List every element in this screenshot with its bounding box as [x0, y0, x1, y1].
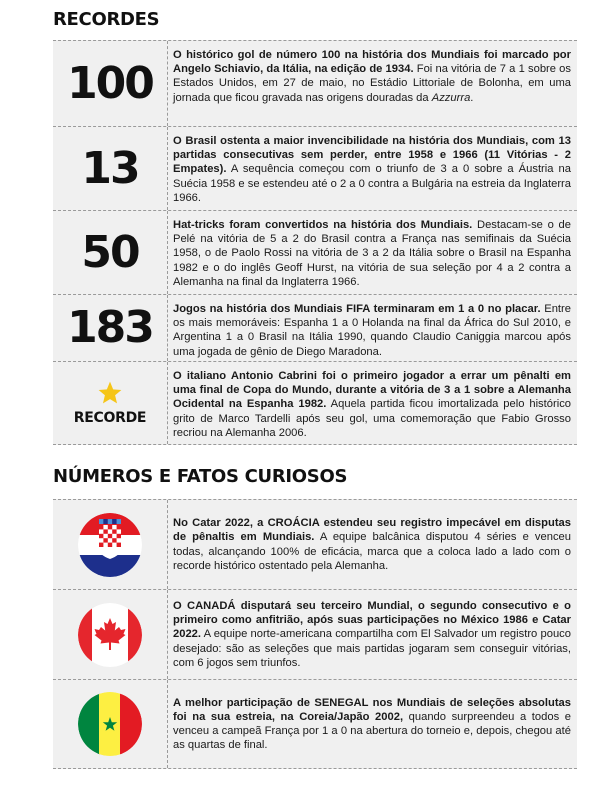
canada-flag: [78, 603, 142, 667]
facts-table: [53, 499, 577, 769]
record-body: Destacam-se o de Pelé na vitória de 5 a 2 do Brasil contra a França nas semifinais da Suécia 1958, o de Paolo Rossi na vitória de 3 a 2 da Itália sobre o Brasil na Espanha 1982 e o do inglês Geoff Hurst, na vitória de sua seleção por 4 a 2 contra a Alemanha na final da Inglaterra 1966.: [173, 219, 571, 288]
record-number: 13: [81, 142, 139, 194]
fact-headline: O CANADÁ disputará seu terceiro Mundial, o segundo consecutivo e o primeiro como anfitrião, após suas participações no México 1986 e Catar 2022.: [173, 599, 571, 641]
record-text: [168, 41, 577, 126]
record-italic: Azzurra: [431, 91, 471, 104]
record-row: [53, 40, 577, 126]
record-number-cell: [53, 41, 168, 126]
fact-flag-cell: [53, 680, 168, 768]
fact-row: [53, 589, 577, 679]
recorde-label: RECORDE: [73, 410, 147, 426]
fact-body: A equipe balcânica disputou 4 séries e venceu todas, alcançando 100% de eficácia, marca que a coloca lado a lado com o recorde histórico ostentado pela Alemanha.: [173, 531, 571, 572]
fact-row: [53, 499, 577, 589]
croatia-flag: [78, 513, 142, 577]
record-row: [53, 294, 577, 361]
record-headline: O histórico gol de número 100 na história dos Mundiais foi marcado por Angelo Schiavio, da Itália, na edição de 1934.: [173, 49, 571, 76]
fact-body: A equipe norte-americana compartilha com El Salvador um registro pouco desejado: são as seleções que mais partidas jogaram sem conseguir vitórias, com 6 jogos sem triunfos.: [173, 628, 571, 669]
record-number: 183: [67, 302, 153, 353]
record-row: [53, 210, 577, 294]
fact-row: [53, 679, 577, 769]
record-number-cell: [53, 295, 168, 361]
fact-body: quando surpreendeu a todos e venceu a campeã França por 1 a 0 na abertura do torneio e, depois, chegou até as quartas de final.: [173, 710, 571, 752]
record-number: 100: [67, 57, 153, 109]
record-headline: O Brasil ostenta a maior invencibilidade na história dos Mundiais, com 13 partidas consecutivas sem perder, entre 1958 e 1966 (11 Vitórias - 2 Empates).: [173, 135, 571, 176]
fact-text: [168, 680, 577, 768]
record-text: [168, 362, 577, 444]
records-table: [53, 40, 577, 445]
record-body: Foi na vitória de 7 a 1 sobre os Estados Unidos, em 27 de maio, no Estádio Littoriale de Bolonha, em uma jornada que ficou gravada nas origens douradas da: [173, 63, 571, 104]
star-icon: [97, 380, 123, 406]
record-body: A sequência começou com o triunfo de 3 a 0 sobre a Áustria na Suécia 1958 e se estendeu até o 2 a 0 contra a Bulgária na estreia da Inglaterra 1966.: [173, 163, 571, 204]
fact-text: [168, 500, 577, 589]
record-text: [168, 295, 577, 361]
fact-headline: No Catar 2022, a CROÁCIA estendeu seu registro impecável em disputas de pênaltis em Mundiais.: [173, 517, 571, 544]
record-headline: Jogos na história dos Mundiais FIFA terminaram em 1 a 0 no placar.: [173, 303, 541, 315]
record-row: [53, 126, 577, 210]
fact-headline: A melhor participação de SENEGAL nos Mundiais de seleções absolutas foi na sua estreia, na Coreia/Japão 2002,: [173, 696, 571, 723]
record-badge-cell: [53, 362, 168, 444]
facts-title: NÚMEROS E FATOS CURIOSOS: [53, 466, 348, 487]
record-text: [168, 127, 577, 210]
senegal-flag: [78, 692, 142, 756]
record-number: 50: [81, 226, 139, 278]
records-title: RECORDES: [53, 9, 160, 30]
record-text: [168, 211, 577, 294]
fact-flag-cell: [53, 500, 168, 589]
fact-text: [168, 590, 577, 679]
record-headline: O italiano Antonio Cabrini foi o primeiro jogador a errar um pênalti em uma final de Copa do Mundo, durante a vitória de 3 a 1 sobre a Alemanha Ocidental na Espanha 1982.: [173, 370, 571, 411]
record-number-cell: [53, 127, 168, 210]
record-number-cell: [53, 211, 168, 294]
record-body: Aquela partida ficou imortalizada pelo histórico grito de Marco Tardelli após seu gol, uma comemoração que Fabio Grosso recriou na Alemanha 2006.: [173, 398, 572, 439]
record-row: [53, 361, 577, 445]
record-headline: Hat-tricks foram convertidos na história dos Mundiais.: [173, 219, 473, 231]
fact-flag-cell: [53, 590, 168, 679]
record-body: Entre os mais memoráveis: Espanha 1 a 0 Holanda na final da África do Sul 2010, e Argentina 1 a 0 Brasil na Itália 1990, quando Claudio Caniggia marcou após uma jogada de gênio de Diego Maradona.: [173, 303, 571, 358]
record-tail: .: [470, 91, 474, 104]
